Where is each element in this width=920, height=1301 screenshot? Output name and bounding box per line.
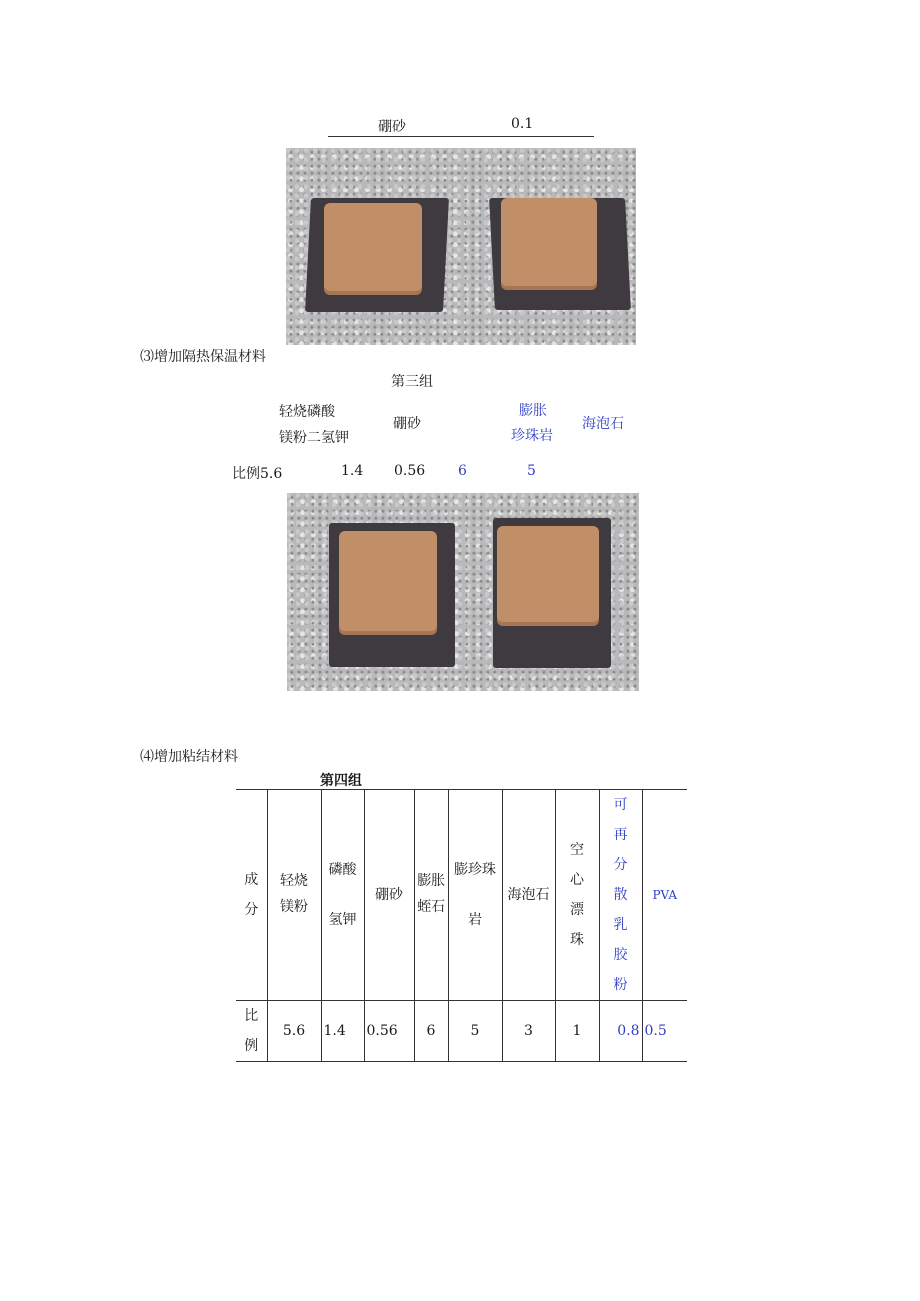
s3-ratio-v4: 6 [458, 463, 467, 479]
s3-header-1-line2: 镁粉二氢钾 [279, 430, 349, 446]
header-cell: 空心漂珠 [555, 790, 599, 1001]
header-cell: 磷酸氢钾 [321, 790, 364, 1001]
sample-paste-left [324, 203, 422, 295]
sample-paste-right [501, 198, 597, 290]
s3-ratio-label: 比例5.6 [232, 466, 283, 482]
header-cell: PVA [642, 790, 687, 1001]
header-cell: 海泡石 [502, 790, 555, 1001]
sample-photo-2 [287, 493, 639, 691]
s3-ratio-v5: 5 [527, 463, 536, 479]
s3-header-4: 海泡石 [582, 416, 624, 432]
value-cell: 3 [502, 1001, 555, 1062]
header-cell: 轻烧镁粉 [267, 790, 321, 1001]
ratio-label-cell: 比例 [236, 1001, 267, 1062]
value-cell: 0.5 [642, 1001, 687, 1062]
table-header-row [236, 790, 687, 1001]
section3-heading: ⑶增加隔热保温材料 [140, 349, 266, 365]
value-cell: 6 [414, 1001, 448, 1062]
header-cell: 膨珍珠岩 [448, 790, 502, 1001]
section4-table [236, 789, 687, 1062]
table-ratio-row [236, 1001, 687, 1062]
s3-ratio-v2: 1.4 [341, 463, 364, 479]
s3-header-2: 硼砂 [393, 416, 421, 432]
top-row-label: 硼砂 [378, 119, 406, 135]
header-cell: 成分 [244, 872, 259, 918]
top-row-value: 0.1 [511, 116, 534, 132]
section4-heading: ⑷增加粘结材料 [140, 749, 238, 765]
s3-header-1-line1: 轻烧磷酸 [279, 404, 335, 420]
value-cell: 5.6 [267, 1001, 321, 1062]
header-cell: 可再分散乳胶粉 [599, 790, 642, 1001]
section3-group-title: 第三组 [391, 374, 433, 390]
value-cell: 1 [555, 1001, 599, 1062]
value-cell: 5 [448, 1001, 502, 1062]
value-cell: 1.4 [321, 1001, 364, 1062]
top-row-rule [328, 136, 594, 137]
s3-header-3-line1: 膨胀 [519, 403, 547, 419]
sample-paste-left-2 [339, 531, 437, 635]
header-cell: 膨胀蛭石 [414, 790, 448, 1001]
sample-photo-1 [286, 148, 636, 345]
header-cell: 硼砂 [364, 790, 414, 1001]
value-cell: 0.56 [364, 1001, 414, 1062]
s3-header-3-line2: 珍珠岩 [511, 428, 553, 444]
s3-ratio-v3: 0.56 [394, 463, 426, 479]
sample-paste-right-2 [497, 526, 599, 626]
value-cell: 0.8 [599, 1001, 642, 1062]
section4-group-title: 第四组 [320, 773, 362, 789]
